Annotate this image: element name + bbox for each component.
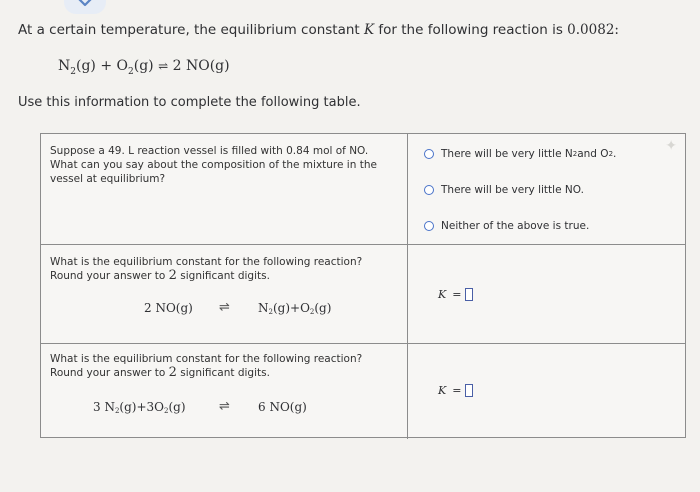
option-little-no[interactable] [424, 184, 584, 196]
question-line-text: significant digits. [176, 270, 270, 282]
table-row [41, 134, 685, 244]
k-answer-field [438, 384, 473, 397]
reactant-n2: N [58, 58, 71, 74]
reaction-rhs: 6 NO(g) [258, 400, 307, 414]
k-answer-field [438, 288, 473, 301]
option-label: and O [577, 148, 609, 160]
phase-label: (g) [168, 400, 186, 414]
question-text [50, 352, 362, 380]
k-label: K [438, 384, 447, 397]
instructions: Use this information to complete the following table. [18, 95, 361, 110]
subscript: 2 [114, 407, 120, 415]
subscript: 2 [164, 407, 169, 415]
subscript: 2 [309, 308, 315, 316]
species-part: (g)+3O [119, 400, 164, 414]
question-line [50, 366, 362, 380]
question-text [50, 255, 362, 283]
equals-sign: = [452, 288, 462, 301]
option-label: There will be very little N [441, 148, 573, 160]
question-line-text: Round your answer to [50, 367, 169, 379]
table-row [41, 244, 685, 343]
phase-label: (g) [209, 58, 230, 74]
species-part: (g)+O [272, 301, 310, 315]
n2-subscript: 2 [70, 66, 76, 77]
option-label: Neither of the above is true. [441, 220, 590, 232]
phase-label: (g) [133, 58, 154, 74]
option-label: . [613, 148, 617, 160]
intro-text: At a certain temperature, the equilibrium constant [18, 22, 365, 38]
k-value: 0.0082: [567, 22, 619, 38]
o2-subscript: 2 [128, 66, 134, 77]
species-n: 3 N [93, 400, 115, 414]
k-answer-input[interactable] [465, 288, 473, 301]
option-little-n2-o2[interactable] [424, 148, 616, 160]
table-row [41, 343, 685, 439]
question-text: Suppose a 49. L reaction vessel is filled with 0.84 mol of NO. What can you say about the composition of the mixture in the vessel at equilibrium? [50, 145, 377, 185]
question-line-text: significant digits. [176, 367, 270, 379]
equals-sign: = [452, 384, 462, 397]
question-line: What is the equilibrium constant for the following reaction? [50, 353, 363, 365]
plus-sign: + [95, 58, 117, 74]
subscript: 2 [268, 308, 273, 316]
intro-text-middle: for the following reaction is [374, 22, 568, 38]
phase-label: (g) [314, 301, 332, 315]
chevron-down-icon [77, 0, 93, 7]
equilibrium-arrow-icon: ⇌ [219, 399, 230, 414]
k-symbol: K [364, 22, 375, 38]
phase-label: (g) [75, 58, 96, 74]
radio-button[interactable] [424, 149, 434, 159]
sparkle-icon: ✦ [665, 138, 677, 154]
subscript: 2 [608, 150, 614, 158]
sig-figs-value: 2 [168, 268, 177, 283]
subscript: 2 [572, 150, 578, 158]
problem-intro [18, 22, 619, 38]
equilibrium-arrow-icon: ⇌ [158, 59, 169, 73]
equilibrium-arrow-icon: ⇌ [219, 300, 230, 315]
column-divider [407, 134, 408, 244]
option-neither[interactable] [424, 220, 589, 232]
option-label: There will be very little NO. [441, 184, 584, 196]
column-divider [407, 344, 408, 439]
question-line [50, 269, 362, 283]
reaction-rhs [258, 301, 331, 316]
question-line: What is the equilibrium constant for the following reaction? [50, 256, 363, 268]
sig-figs-value: 2 [168, 365, 177, 380]
product-no: 2 NO [172, 58, 210, 74]
question-line-text: Round your answer to [50, 270, 169, 282]
reaction-lhs: 2 NO(g) [144, 301, 193, 315]
reaction-lhs [93, 400, 186, 415]
k-label: K [438, 288, 447, 301]
species-n: N [258, 301, 269, 315]
radio-button[interactable] [424, 221, 434, 231]
answer-table [40, 133, 686, 438]
radio-button[interactable] [424, 185, 434, 195]
collapse-toggle-button[interactable] [64, 0, 106, 14]
reactant-o2: O [116, 58, 128, 74]
given-reaction [58, 58, 230, 77]
column-divider [407, 245, 408, 343]
k-answer-input[interactable] [465, 384, 473, 397]
